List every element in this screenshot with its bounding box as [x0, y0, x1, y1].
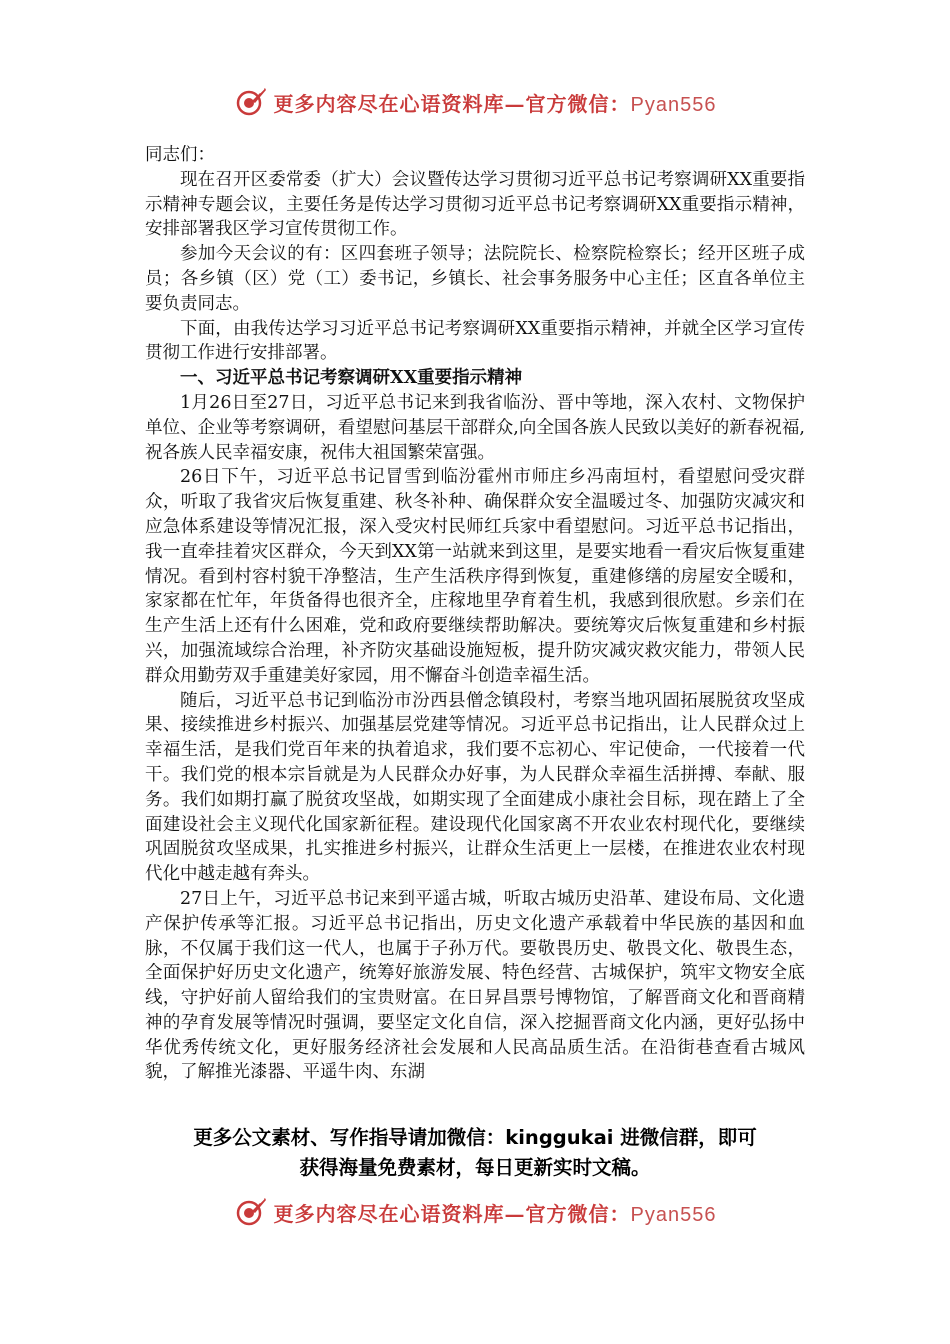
document-body — [145, 143, 805, 1085]
promo-line-1: 更多公文素材、写作指导请加微信：kinggukai 进微信群，即可 — [193, 1126, 757, 1149]
promo-notice — [120, 1123, 830, 1183]
header-banner — [0, 82, 950, 122]
paragraph-2: 参加今天会议的有：区四套班子领导；法院院长、检察院检察长；经开区班子成员；各乡镇（区）党（工）委书记，乡镇长、社会事务服务中心主任；区直各单位主要负责同志。 — [145, 244, 805, 314]
paragraph-1: 现在召开区委常委（扩大）会议暨传达学习贯彻习近平总书记考察调研XX重要指示精神专题会议，主要任务是传达学习贯彻习近平总书记考察调研XX重要指示精神，安排部署我区学习宣传贯彻工作。 — [145, 169, 805, 240]
section-paragraph-2: 26日下午，习近平总书记冒雪到临汾霍州市师庄乡冯南垣村，看望慰问受灾群众，听取了我省灾后恢复重建、秋冬补种、确保群众安全温暖过冬、加强防灾减灾和应急体系建设等情况汇报，深入受灾村民师红兵家中看望慰问。习近平总书记指出，我一直牵挂着灾区群众，今天到XX第一站就来到这里，是要实地看一看灾后恢复重建情况。看到村容村貌干净整洁，生产生活秩序得到恢复，重建修缮的房屋安全暖和，家家都在忙年，年货备得也很齐全，庄稼地里孕育着生机，我感到很欣慰。乡亲们在生产生活上还有什么困难，党和政府要继续帮助解决。要统筹灾后恢复重建和乡村振兴，加强流域综合治理，补齐防灾基础设施短板，提升防灾减灾救灾能力，带领人民群众用勤劳双手重建美好家园，用不懈奋斗创造幸福生活。 — [145, 467, 805, 686]
salutation: 同志们： — [145, 145, 215, 165]
banner-text: 更多内容尽在心语资料库—官方微信：Pyan556 — [273, 91, 717, 116]
footer-banner — [0, 1192, 950, 1232]
paragraph-3: 下面，由我传达学习习近平总书记考察调研XX重要指示精神，并就全区学习宣传贯彻工作进行安排部署。 — [145, 318, 805, 364]
promo-line-2: 获得海量免费素材，每日更新实时文稿。 — [299, 1156, 651, 1179]
quill-ink-logo-icon — [234, 85, 268, 119]
section-paragraph-1: 1月26日至27日，习近平总书记来到我省临汾、晋中等地，深入农村、文物保护单位、企业等考察调研，看望慰问基层干部群众,向全国各族人民致以美好的新春祝福,祝各族人民幸福安康，祝伟大祖国繁荣富强。 — [145, 392, 805, 463]
banner-wechat-id: Pyan556 — [630, 93, 717, 116]
section-paragraph-3: 随后，习近平总书记到临汾市汾西县僧念镇段村，考察当地巩固拓展脱贫攻坚成果、接续推进乡村振兴、加强基层党建等情况。习近平总书记指出，让人民群众过上幸福生活，是我们党百年来的执着追求，我们要不忘初心、牢记使命，一代接着一代干。我们党的根本宗旨就是为人民群众办好事，为人民群众幸福生活拼搏、奉献、服务。我们如期打赢了脱贫攻坚战，如期实现了全面建成小康社会目标，现在踏上了全面建设社会主义现代化国家新征程。建设现代化国家离不开农业农村现代化，要继续巩固脱贫攻坚成果，扎实推进乡村振兴，让群众生活更上一层楼，在推进农业农村现代化中越走越有奔头。 — [145, 690, 805, 885]
section-paragraph-4: 27日上午，习近平总书记来到平遥古城，听取古城历史沿革、建设布局、文化遗产保护传承等汇报。习近平总书记指出，历史文化遗产承载着中华民族的基因和血脉，不仅属于我们这一代人，也属于子孙万代。要敬畏历史、敬畏文化、敬畏生态，全面保护好历史文化遗产，统筹好旅游发展、特色经营、古城保护，筑牢文物安全底线，守护好前人留给我们的宝贵财富。在日昇昌票号博物馆，了解晋商文化和晋商精神的孕育发展等情况时强调，要坚定文化自信，深入挖掘晋商文化内涵，更好弘扬中华优秀传统文化，更好服务经济社会发展和人民高品质生活。在沿街巷查看古城风貌，了解推光漆器、平遥牛肉、东湖 — [145, 888, 805, 1083]
banner-text: 更多内容尽在心语资料库—官方微信：Pyan556 — [273, 1201, 717, 1226]
section-heading: 一、习近平总书记考察调研XX重要指示精神 — [180, 368, 523, 389]
quill-ink-logo-icon — [234, 1195, 268, 1229]
banner-wechat-id: Pyan556 — [630, 1203, 717, 1226]
